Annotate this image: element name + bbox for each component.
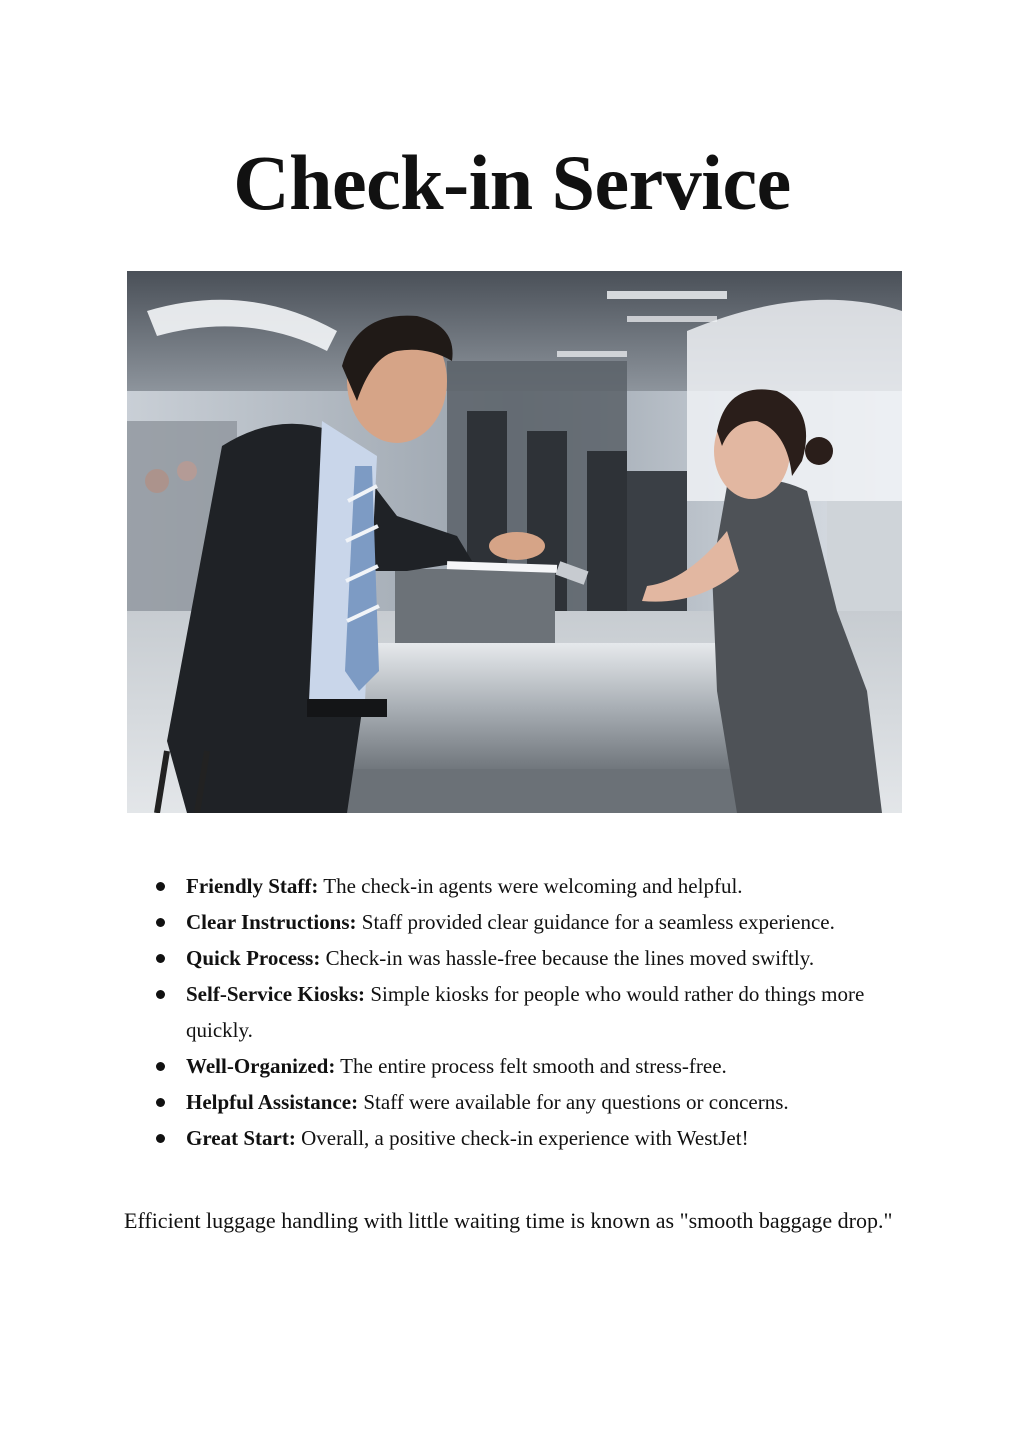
list-item-text: The entire process felt smooth and stress-free. xyxy=(335,1054,727,1078)
list-item-label: Clear Instructions: xyxy=(186,910,357,934)
list-item xyxy=(154,904,934,940)
highlights-list xyxy=(154,868,934,1156)
list-item-text: Staff were available for any questions or concerns. xyxy=(358,1090,789,1114)
closing-paragraph: Efficient luggage handling with little waiting time is known as "smooth baggage drop." xyxy=(124,1208,893,1233)
list-item-text: Simple kiosks for people who would rather do things more quickly. xyxy=(186,982,865,1042)
list-item-text: Check-in was hassle-free because the lines moved swiftly. xyxy=(320,946,815,970)
list-item-label: Helpful Assistance: xyxy=(186,1090,359,1114)
list-item xyxy=(154,1084,934,1120)
list-item xyxy=(154,868,934,904)
list-item-label: Self-Service Kiosks: xyxy=(186,982,366,1006)
list-item-text: Staff provided clear guidance for a seamless experience. xyxy=(356,910,835,934)
check-in-photo xyxy=(127,271,902,813)
list-item xyxy=(154,1120,934,1156)
list-item xyxy=(154,976,934,1048)
list-item-label: Quick Process: xyxy=(186,946,321,970)
list-item xyxy=(154,940,934,976)
list-item-label: Friendly Staff: xyxy=(186,874,319,898)
page-title: Check-in Service xyxy=(233,139,791,226)
list-item-label: Great Start: xyxy=(186,1126,296,1150)
list-item xyxy=(154,1048,934,1084)
list-item-text: Overall, a positive check-in experience with WestJet! xyxy=(295,1126,749,1150)
list-item-text: The check-in agents were welcoming and helpful. xyxy=(318,874,743,898)
list-item-label: Well-Organized: xyxy=(186,1054,336,1078)
